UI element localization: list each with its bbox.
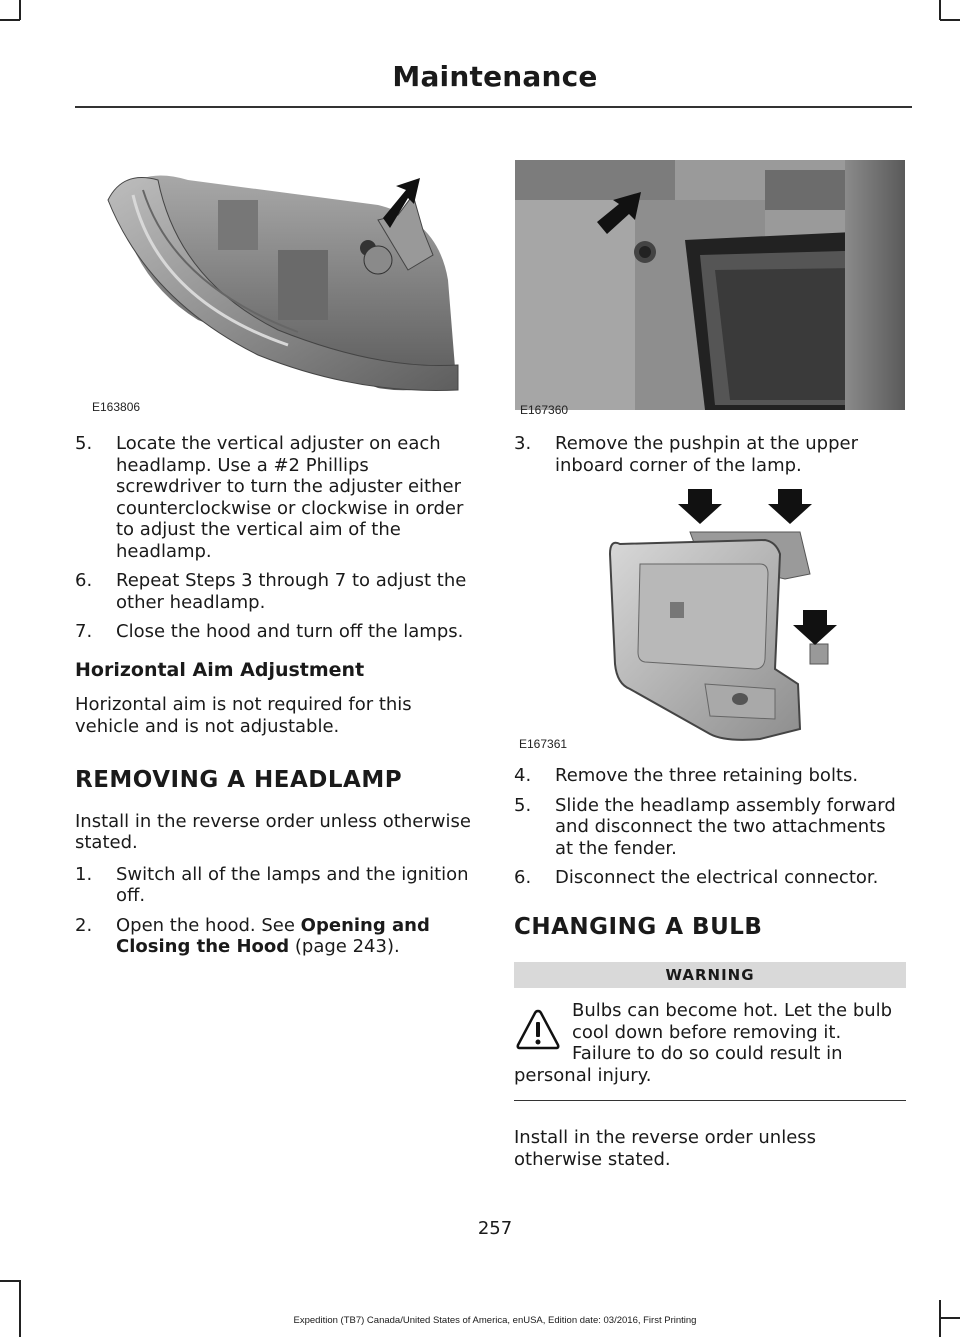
left-column (75, 433, 475, 966)
arrow-icon (678, 489, 722, 524)
crop-mark (939, 0, 941, 20)
steps-list (75, 433, 475, 643)
figure-pushpin-location (515, 160, 905, 415)
list-item: 5. Slide the headlamp assembly forward and disconnect the two attachments at the fender. (514, 794, 896, 859)
crop-mark (940, 19, 960, 21)
header-rule (75, 106, 912, 108)
crop-mark (19, 1280, 21, 1337)
paragraph: Install in the reverse order unless otherwise stated. (514, 1127, 817, 1170)
figure-code: E163806 (92, 400, 141, 414)
figure-code: E167360 (520, 403, 569, 417)
footer-text: Expedition (TB7) Canada/United States of America, enUSA, Edition date: 03/2016, First Printing (293, 1315, 697, 1326)
figure-retaining-bolts (600, 484, 845, 744)
list-item: 4. Remove the three retaining bolts. (514, 765, 859, 786)
crop-mark (0, 1280, 20, 1282)
right-column-top (514, 433, 906, 484)
crop-mark (0, 19, 20, 21)
figure-headlamp-adjuster (78, 160, 478, 415)
steps-list (514, 433, 906, 476)
page-number: 257 (477, 1218, 513, 1239)
list-item: 6. Repeat Steps 3 through 7 to adjust the other headlamp. (75, 570, 467, 613)
cross-reference-link[interactable]: Opening and Closing the Hood (116, 914, 430, 957)
list-item: 7. Close the hood and turn off the lamps. (75, 621, 464, 642)
figure-code: E167361 (519, 737, 568, 751)
warning-triangle-icon (516, 1008, 560, 1052)
section-heading: CHANGING A BULB (514, 913, 763, 940)
page-title: Maintenance (392, 60, 598, 93)
right-column-bottom (514, 765, 906, 1170)
list-item: 2. Open the hood. See Opening and Closing the Hood (page 243). (75, 914, 430, 957)
paragraph: Install in the reverse order unless otherwise stated. (75, 810, 471, 853)
list-item: 1. Switch all of the lamps and the ignition off. (75, 863, 469, 906)
steps-list (75, 864, 475, 958)
list-item: 5. Locate the vertical adjuster on each headlamp. Use a #2 Phillips screwdriver to turn the adjuster either counterclockwise or clockwise in order to adjust the vertical aim of the headlamp. (75, 433, 464, 562)
section-heading: REMOVING A HEADLAMP (75, 767, 403, 793)
paragraph: Horizontal aim is not required for this vehicle and is not adjustable. (75, 694, 412, 737)
arrow-icon (793, 610, 837, 645)
arrow-icon (768, 489, 812, 524)
list-item: 3. Remove the pushpin at the upper inboard corner of the lamp. (514, 433, 859, 476)
warning-box (514, 962, 906, 1101)
section-heading: Horizontal Aim Adjustment (75, 658, 365, 681)
warning-body (514, 1000, 906, 1086)
warning-text: Bulbs can become hot. Let the bulb cool down before removing it. Failure to do so could result in personal injury. (514, 1000, 893, 1086)
warning-label: WARNING (514, 962, 906, 988)
steps-list (514, 765, 906, 889)
warning-rule (514, 1100, 906, 1101)
crop-mark (19, 0, 21, 20)
list-item: 6. Disconnect the electrical connector. (514, 867, 879, 888)
